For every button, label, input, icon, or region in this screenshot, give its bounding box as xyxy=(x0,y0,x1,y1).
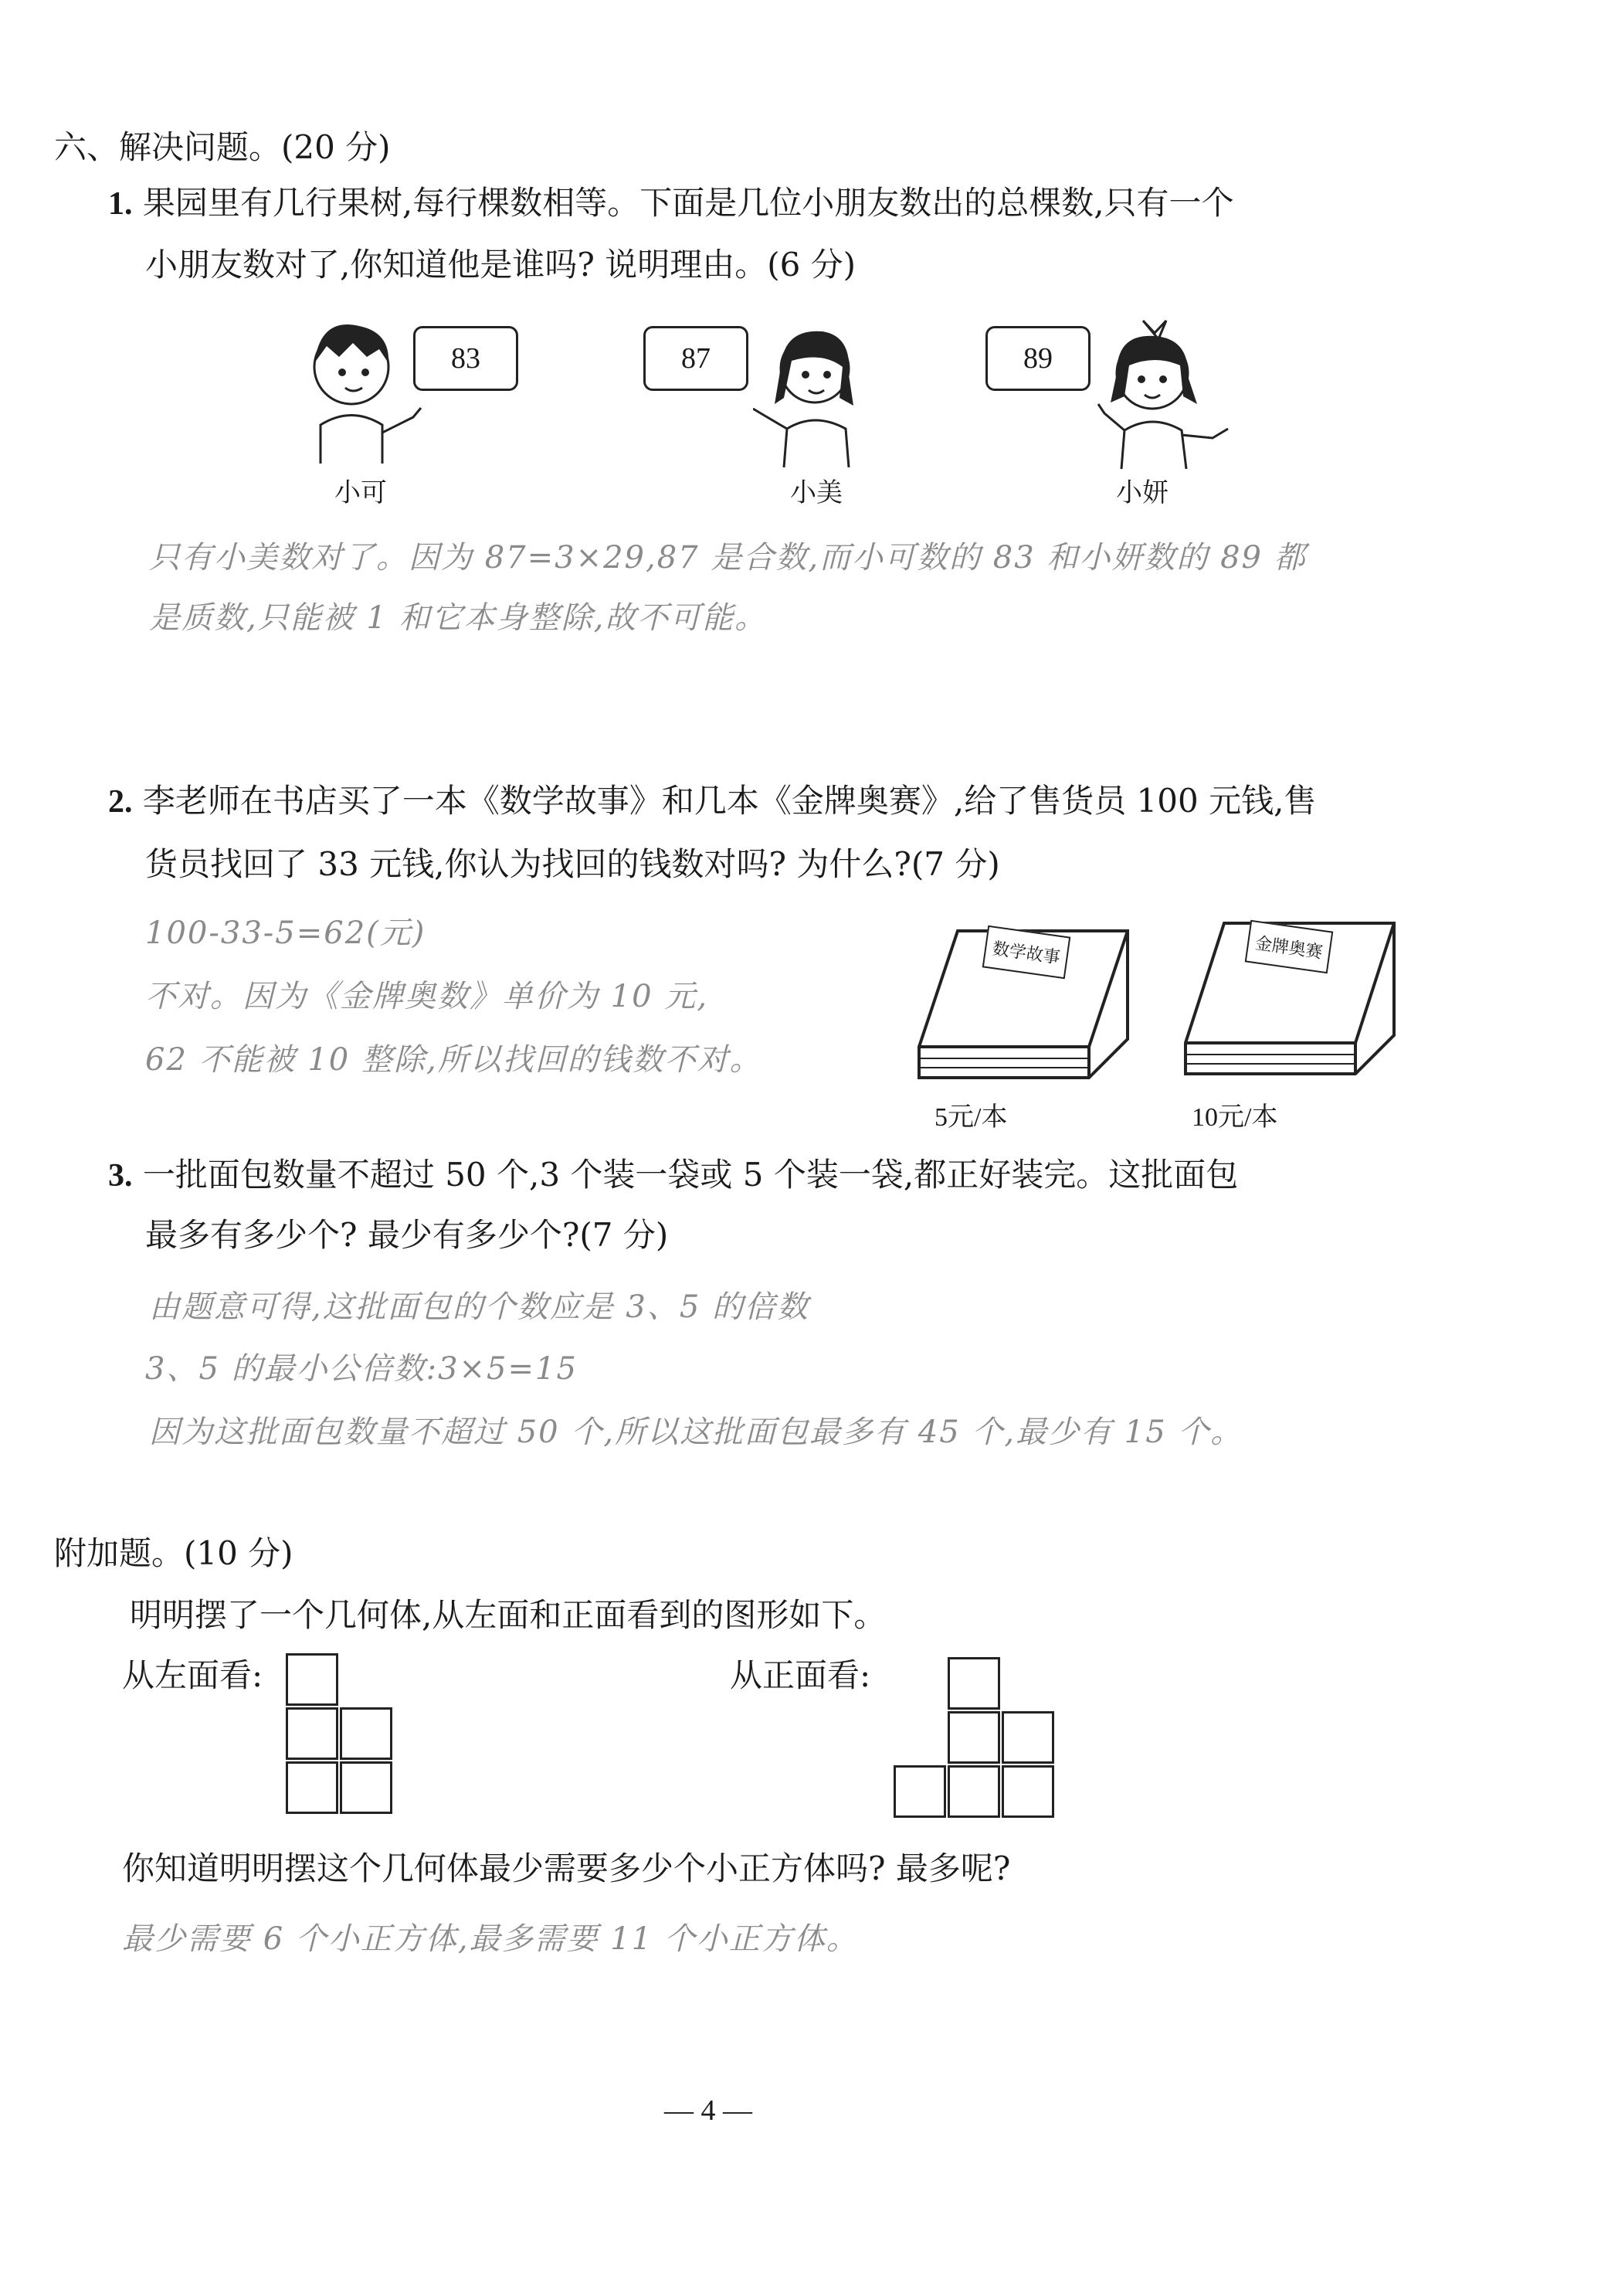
kid-name-1: 小可 xyxy=(334,477,387,508)
book-title-1: 数学故事 xyxy=(982,926,1071,979)
bonus-title: 附加题。(10 分) xyxy=(54,1534,293,1572)
answer-3-line-2: 3、5 的最小公倍数:3×5=15 xyxy=(145,1351,578,1387)
front-view-label: 从正面看: xyxy=(730,1656,871,1694)
grid-cell xyxy=(1002,1711,1054,1764)
answer-2-line-2: 不对。因为《金牌奥数》单价为 10 元, xyxy=(145,979,709,1014)
answer-1-line-1: 只有小美数对了。因为 87=3×29,87 是合数,而小可数的 83 和小妍数的 89 都 xyxy=(149,540,1307,576)
count-bubble-1: 83 xyxy=(413,326,518,391)
grid-cell xyxy=(948,1765,1000,1818)
question-1-line-1 xyxy=(108,184,1234,222)
question-2-line-1 xyxy=(108,782,1317,820)
answer-1-line-2: 是质数,只能被 1 和它本身整除,故不可能。 xyxy=(149,600,768,636)
question-3-text-1: 一批面包数量不超过 50 个,3 个装一袋或 5 个装一袋,都正好装完。这批面包 xyxy=(142,1156,1239,1194)
answer-3-line-3: 因为这批面包数量不超过 50 个,所以这批面包最多有 45 个,最少有 15 个。 xyxy=(149,1415,1243,1450)
grid-cell xyxy=(340,1707,392,1760)
question-1-text-1: 果园里有几行果树,每行棵数相等。下面是几位小朋友数出的总棵数,只有一个 xyxy=(142,184,1234,222)
book-price-2: 10元/本 xyxy=(1192,1103,1278,1132)
answer-2-line-1: 100-33-5=62(元) xyxy=(145,915,426,951)
grid-cell xyxy=(340,1761,392,1814)
question-3-number: 3. xyxy=(108,1158,133,1194)
question-1-line-2: 小朋友数对了,你知道他是谁吗? 说明理由。(6 分) xyxy=(145,246,856,284)
section-title: 六、解决问题。(20 分) xyxy=(54,128,391,166)
kid-figure xyxy=(1081,305,1236,474)
kid-figure xyxy=(753,313,877,474)
grid-cell xyxy=(948,1657,1000,1710)
question-1-number: 1. xyxy=(108,186,133,222)
answer-2-line-3: 62 不能被 10 整除,所以找回的钱数不对。 xyxy=(145,1042,762,1078)
girl-illustration xyxy=(753,313,877,471)
book-title-2: 金牌奥赛 xyxy=(1245,920,1334,973)
book-price-1: 5元/本 xyxy=(934,1103,1008,1132)
grid-cell xyxy=(286,1761,338,1814)
count-bubble-3: 89 xyxy=(985,326,1091,391)
bonus-question: 你知道明明摆这个几何体最少需要多少个小正方体吗? 最多呢? xyxy=(122,1849,1011,1887)
grid-cell xyxy=(948,1711,1000,1764)
question-3-line-2: 最多有多少个? 最少有多少个?(7 分) xyxy=(145,1216,669,1254)
bonus-answer: 最少需要 6 个小正方体,最多需要 11 个小正方体。 xyxy=(122,1921,859,1957)
answer-3-line-1: 由题意可得,这批面包的个数应是 3、5 的倍数 xyxy=(149,1289,810,1325)
grid-cell xyxy=(1002,1765,1054,1818)
left-view-grid xyxy=(286,1653,397,1820)
girl-illustration xyxy=(1081,305,1236,471)
question-2-number: 2. xyxy=(108,784,133,820)
grid-cell xyxy=(286,1653,338,1706)
question-2-text-1: 李老师在书店买了一本《数学故事》和几本《金牌奥赛》,给了售货员 100 元钱,售 xyxy=(142,782,1317,820)
grid-cell xyxy=(286,1707,338,1760)
question-3-line-1 xyxy=(108,1156,1239,1194)
kid-name-2: 小美 xyxy=(790,477,843,508)
bonus-intro: 明明摆了一个几何体,从左面和正面看到的图形如下。 xyxy=(130,1596,887,1634)
page-number: — 4 — xyxy=(664,2094,752,2127)
kid-name-3: 小妍 xyxy=(1116,477,1169,508)
grid-cell xyxy=(894,1765,946,1818)
front-view-grid xyxy=(894,1657,1059,1824)
count-bubble-2: 87 xyxy=(643,326,748,391)
question-2-line-2: 货员找回了 33 元钱,你认为找回的钱数对吗? 为什么?(7 分) xyxy=(145,845,1000,883)
left-view-label: 从左面看: xyxy=(122,1656,263,1694)
